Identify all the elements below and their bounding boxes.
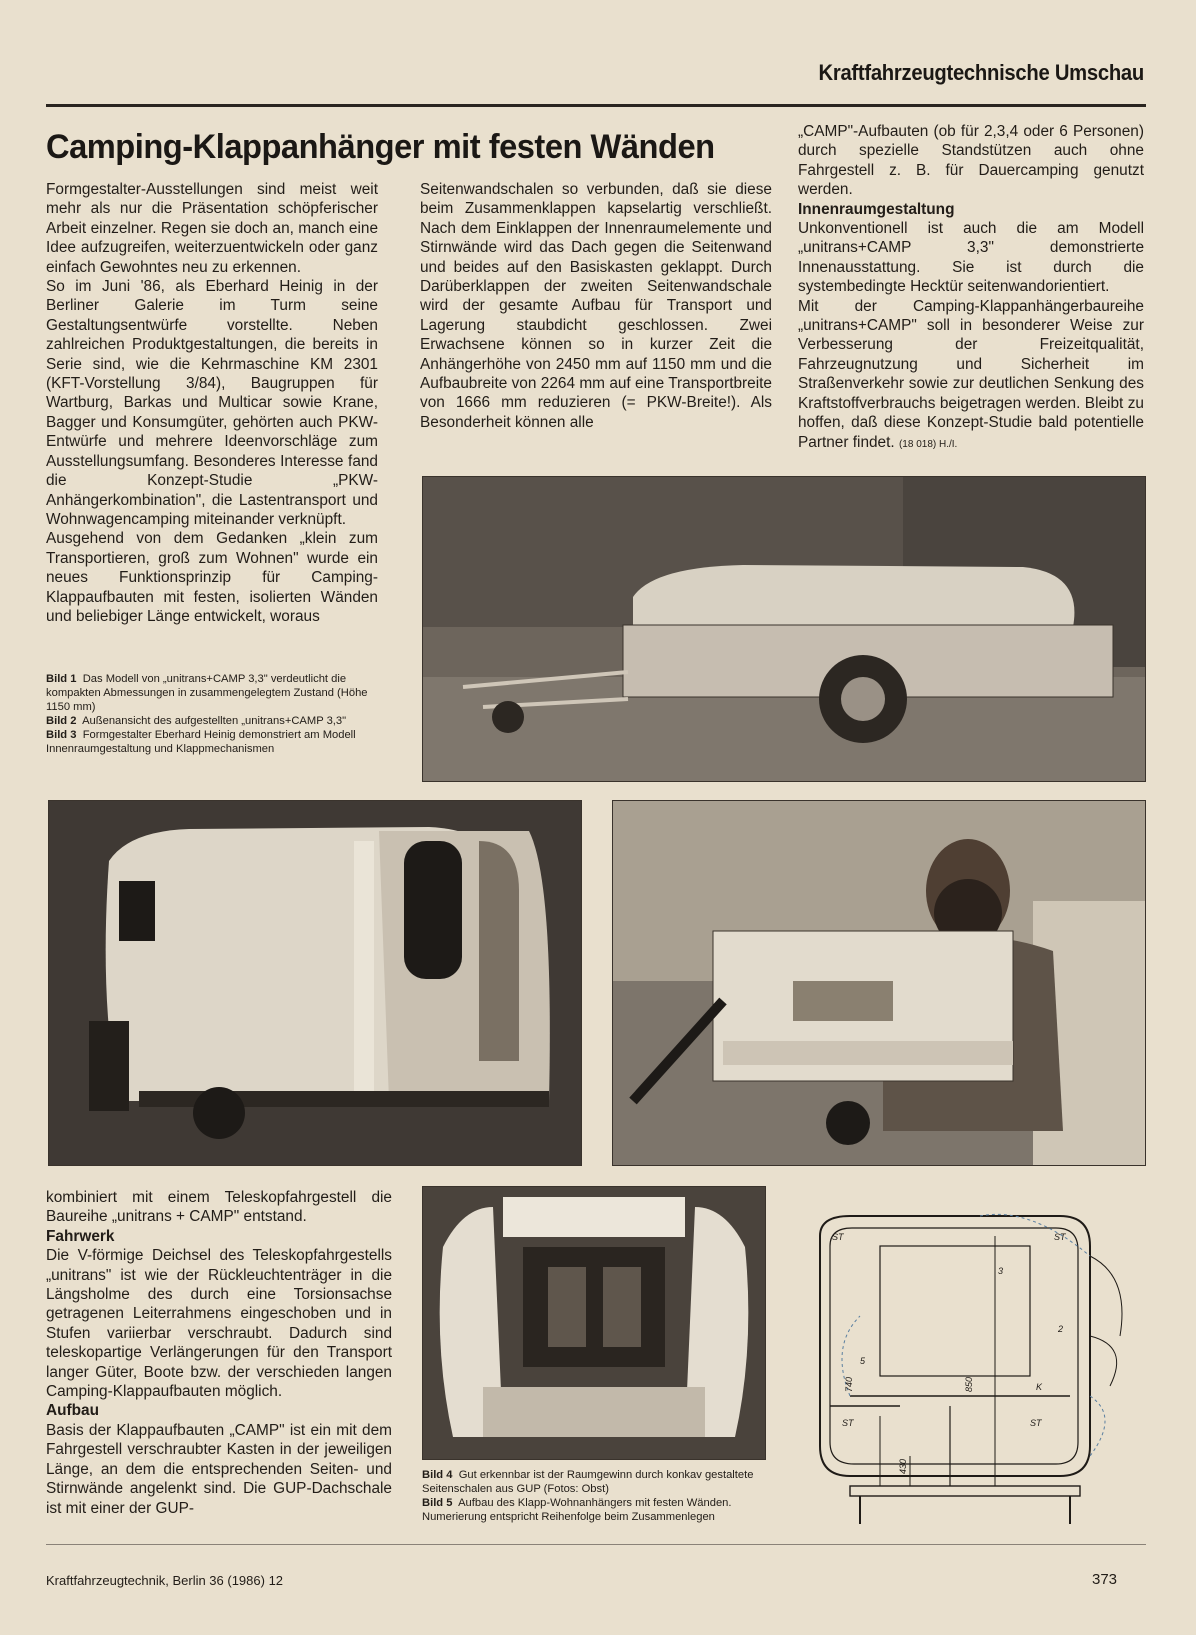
caption-bild-3: Bild 3 Formgestalter Eberhard Heinig demonstriert am Modell Innenraumgestaltung und Klappmechanismen (46, 729, 356, 755)
diagram-dimension: 850 (964, 1376, 974, 1392)
column-2-top (420, 180, 772, 432)
diagram-bild-5-cross-section (790, 1196, 1146, 1530)
paragraph: Ausgehend von dem Gedanken „klein zum Transportieren, groß zum Wohnen" wurde ein neues Funktionsprinzip für Camping-Klappaufbauten mit festen, isolierten Wänden und beliebiger Länge entwickelt, woraus (46, 530, 378, 625)
paragraph: So im Juni '86, als Eberhard Heinig in der Berliner Galerie im Turm seine Gestaltungsentwürfe vorstellte. Neben zahlreichen Produktgestaltungen, die bereits in Serie sind, wie die Kehrmaschine KM 2301 (KFT-Vorstellung 3/84), Baugruppen für Wartburg, Barkas und Multicar sowie Krane, Bagger und Konsumgüter, gehörten auch PKW-Entwürfe und mehrere Ideenvorschläge zum Ausstellungsumfang. Besonderes Interesse fand die Konzept-Studie „PKW-Anhängerkombination", die Lastentransport und Wohnwagencamping miteinander verknüpft. (46, 278, 378, 528)
diagram-label-number: 3 (998, 1266, 1004, 1276)
paragraph: Formgestalter-Ausstellungen sind meist weit mehr als nur die Präsentation schöpferischer Arbeit einzelner. Regen sie doch an, manch eine Idee aufzugreifen, weiterzuentwickeln oder ganz einfach Gewohntes neu zu erkennen. (46, 181, 378, 276)
subheading-innenraumgestaltung: Innenraumgestaltung (798, 200, 955, 218)
paragraph: „CAMP"-Aufbauten (ob für 2,3,4 oder 6 Personen) durch spezielle Standstützen auch ohne Fahrgestell z. B. für Dauercamping genutzt werden. (798, 123, 1144, 199)
diagram-label-number: 5 (860, 1356, 866, 1366)
photo-bild-2-exterior (48, 800, 582, 1166)
reference-code: (18 018) H./I. (898, 438, 958, 450)
diagram-label-st: ST (832, 1232, 844, 1242)
photo-bild-3-illustration (613, 801, 1145, 1165)
captions-bottom (422, 1468, 764, 1524)
photo-bild-1-illustration (423, 477, 1145, 781)
diagram-label-number: 2 (1058, 1324, 1064, 1334)
paragraph: Unkonventionell ist auch die am Modell „unitrans+CAMP 3,3" demonstrierte Innenausstattung. Sie ist durch die systembedingte Hecktür seitenwandorientiert. (798, 220, 1144, 296)
diagram-label-st: ST (1030, 1418, 1042, 1428)
paragraph: Seitenwandschalen so verbunden, daß sie diese beim Zusammenklappen kapselartig verschließt. Nach dem Einklappen der Innenraumelemente und Stirnwände wird das Dach gegen die Seitenwand und beides auf den Basiskasten geklappt. Durch Darüberklappen der zweiten Seitenwandschale wird der gesamte Aufbau für Transport und Lagerung staubdicht geschlossen. Zwei Erwachsene können so in kurzer Zeit die Anhängerhöhe von 2450 mm auf 1150 mm und die Aufbaubreite von 2264 mm auf eine Transportbreite von 1666 mm reduzieren (= PKW-Breite!). Als Besonderheit können alle (420, 181, 772, 431)
caption-bild-1: Bild 1 Das Modell von „unitrans+CAMP 3,3" verdeutlicht die kompakten Abmessungen in zusammengelegtem Zustand (Höhe 1150 mm) (46, 673, 368, 713)
column-1-bottom (46, 1188, 392, 1518)
diagram-drawing (790, 1196, 1146, 1530)
diagram-dimension: 430 (898, 1458, 908, 1474)
article-headline: Camping-Klappanhänger mit festen Wänden (46, 128, 715, 166)
column-3-top (798, 122, 1144, 454)
diagram-label-k: K (1036, 1382, 1043, 1392)
diagram-label-st: ST (842, 1418, 854, 1428)
photo-bild-4-interior (422, 1186, 766, 1460)
caption-bild-2: Bild 2 Außenansicht des aufgestellten „unitrans+CAMP 3,3" (46, 715, 347, 727)
subheading-fahrwerk: Fahrwerk (46, 1227, 115, 1245)
paragraph: kombiniert mit einem Teleskopfahrgestell die Baureihe „unitrans + CAMP" entstand. (46, 1189, 392, 1226)
subheading-aufbau: Aufbau (46, 1402, 100, 1420)
photo-bild-1-folded-trailer (422, 476, 1146, 782)
diagram-label-st: ST (1054, 1232, 1066, 1242)
footer-rule (46, 1544, 1146, 1545)
section-header: Kraftfahrzeugtechnische Umschau (818, 60, 1144, 85)
paragraph: Mit der Camping-Klappanhängerbaureihe „unitrans+CAMP" soll in besonderer Weise zur Verbesserung der Freizeitqualität, Fahrzeugnutzung und Sicherheit im Straßenverkehr sowie zur deutlichen Senkung des Kraftstoffverbrauchs beigetragen werden. Bleibt zu hoffen, daß diese Konzept-Studie bald potentielle Partner findet. (18 018) H./I. (798, 297, 1144, 451)
header-rule (46, 104, 1146, 107)
paragraph: Die V-förmige Deichsel des Teleskopfahrgestells „unitrans" ist wie der Rückleuchtenträger in die Längsholme des durch eine Torsionsachse getragenen Leiterrahmens eingeschoben und in Stufen variierbar verschraubt. Dadurch sind teleskopartige Verlängerungen für den Transport langer Güter, Boote bzw. der verschieden langen Camping-Klappaufbauten möglich. (46, 1247, 392, 1401)
column-1-top (46, 180, 378, 626)
photo-bild-2-illustration (49, 801, 581, 1165)
paragraph: Basis der Klappaufbauten „CAMP" ist ein mit dem Fahrgestell verschraubter Kasten in der jeweiligen Länge, an dem die entsprechenden Seiten- und Stirnwände angelenkt sind. Die GUP-Dachschale ist mit einer der GUP- (46, 1421, 392, 1517)
caption-bild-4: Bild 4 Gut erkennbar ist der Raumgewinn durch konkav gestaltete Seitenschalen aus GUP (Fotos: Obst) (422, 1469, 754, 1495)
page-number: 373 (1092, 1571, 1118, 1588)
photo-bild-4-illustration (423, 1187, 765, 1459)
captions-top (46, 672, 378, 756)
footer-publication: Kraftfahrzeugtechnik, Berlin 36 (1986) 12 (46, 1573, 284, 1588)
caption-bild-5: Bild 5 Aufbau des Klapp-Wohnanhängers mit festen Wänden. Numerierung entspricht Reihenfolge beim Zusammenlegen (422, 1497, 732, 1523)
diagram-dimension: 740 (844, 1376, 854, 1392)
photo-bild-3-designer-model (612, 800, 1146, 1166)
